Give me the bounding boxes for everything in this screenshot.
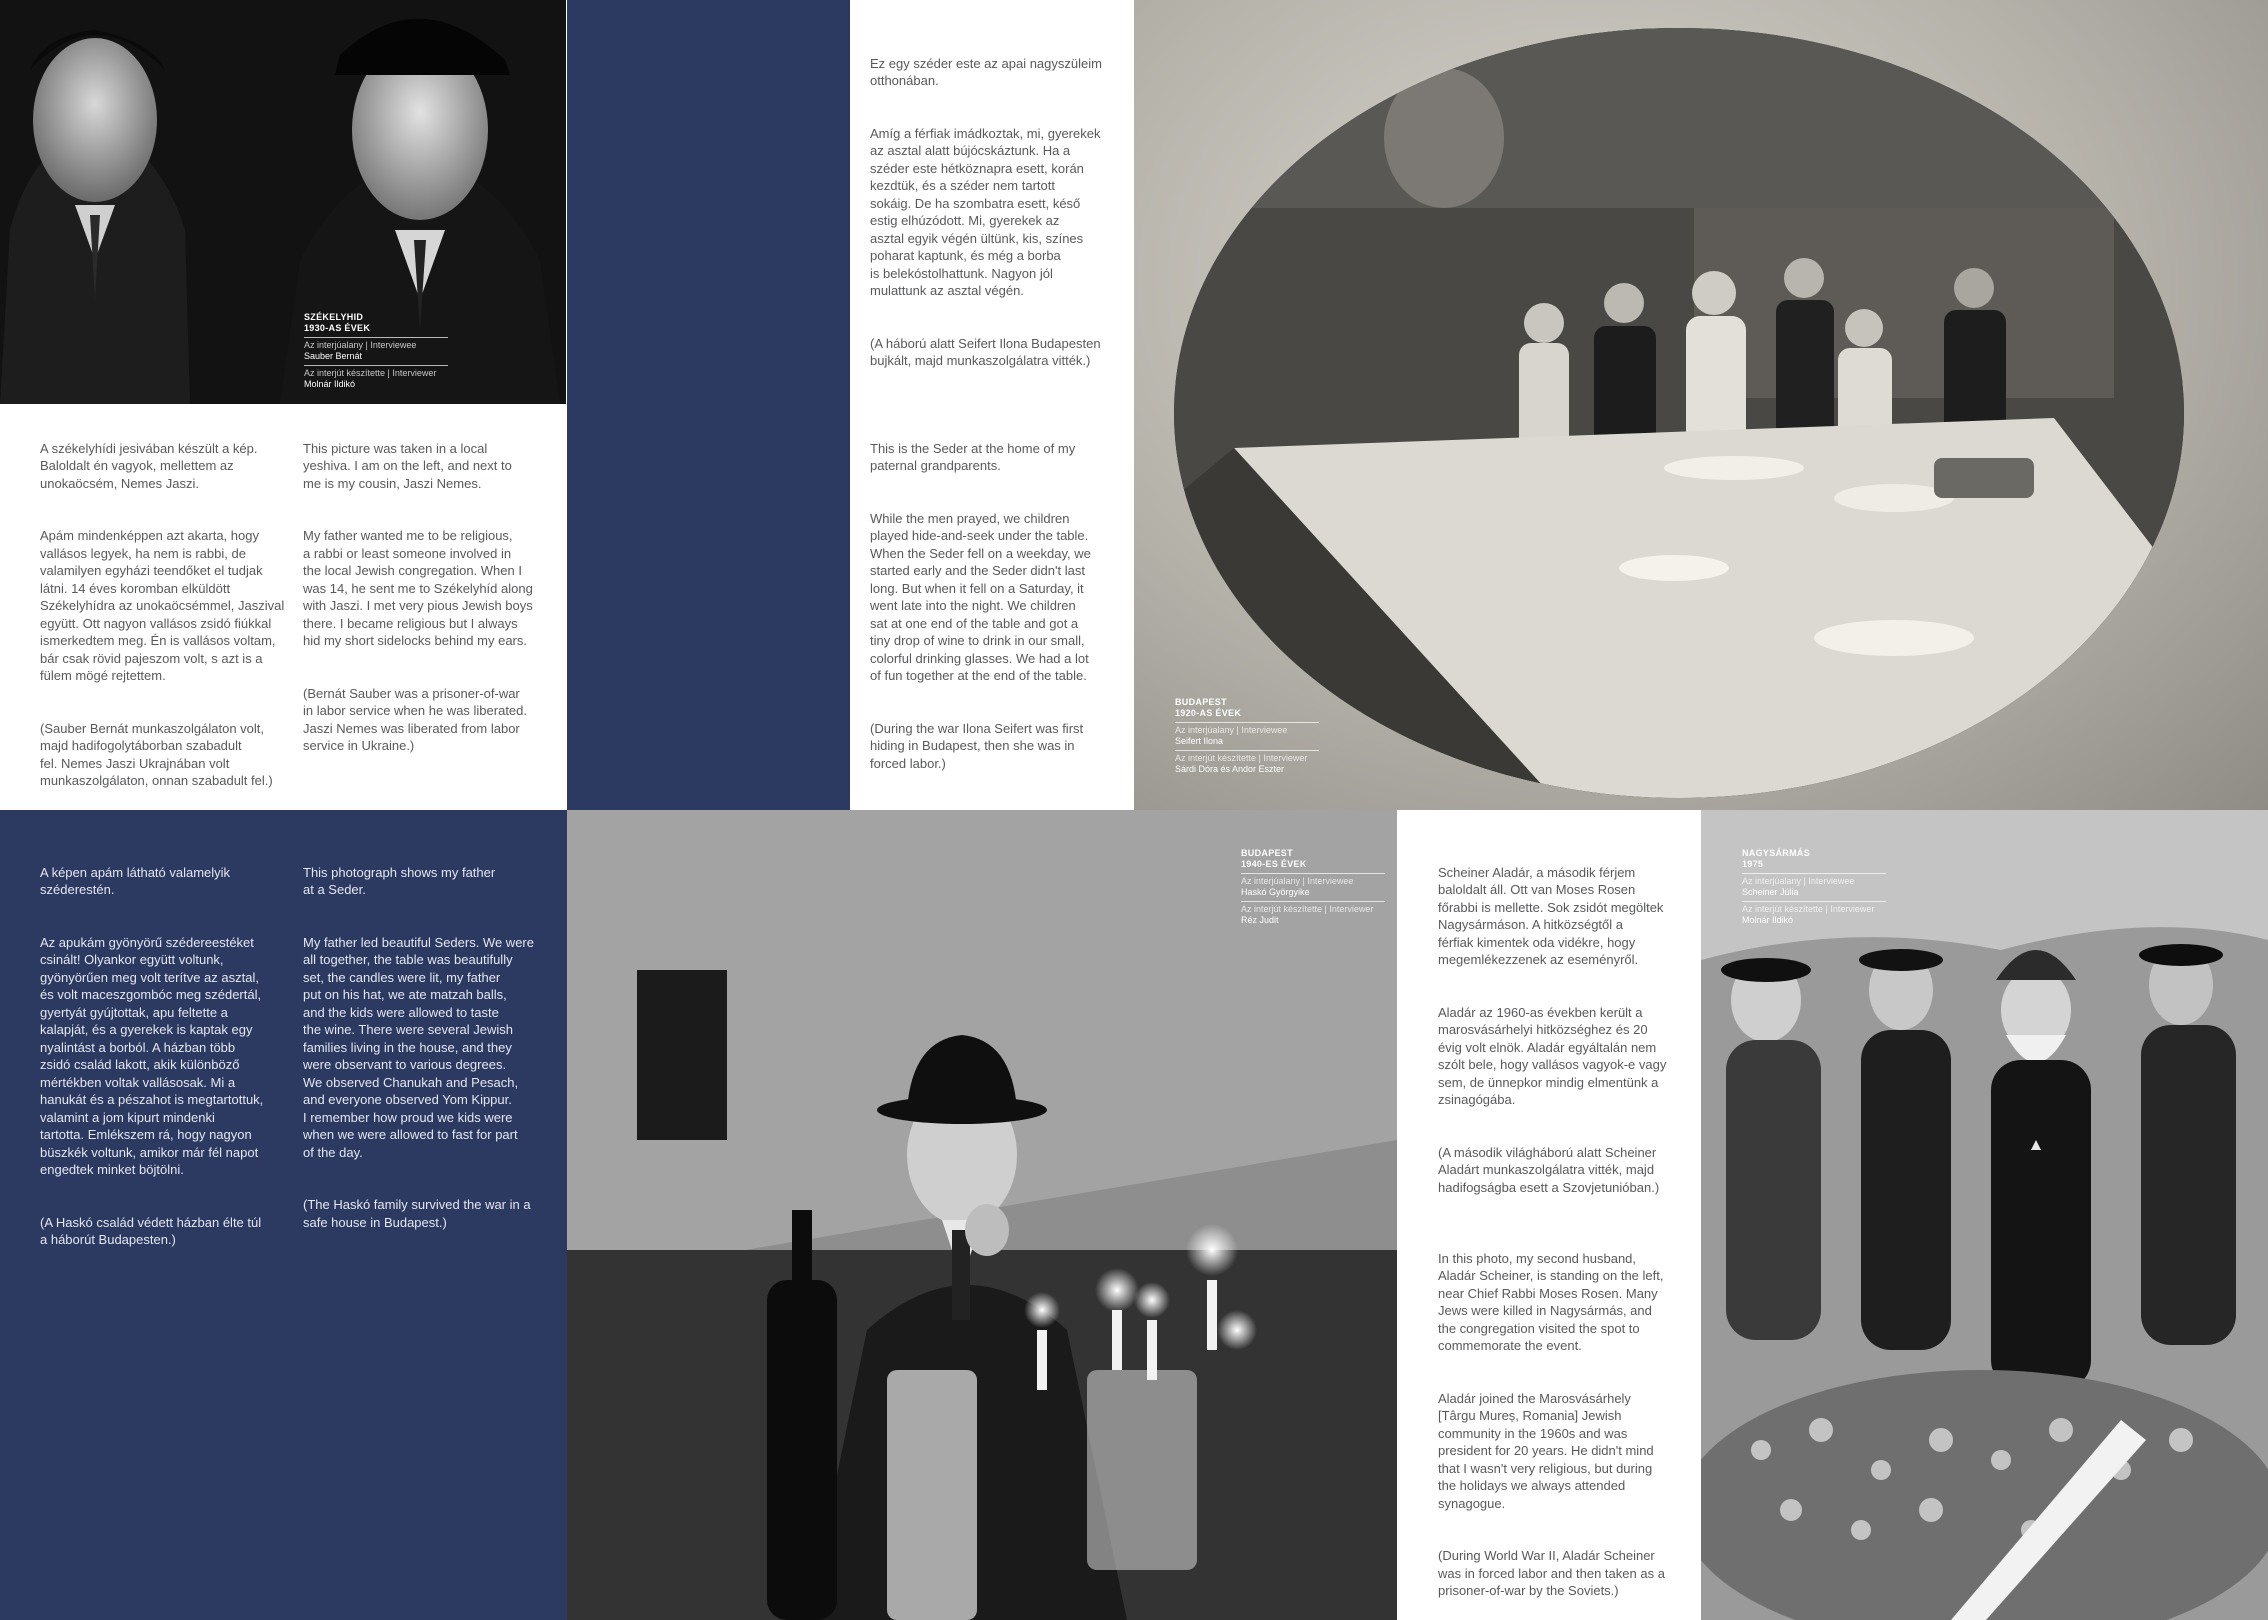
caption-period: 1975	[1742, 859, 1764, 869]
photo-budapest-1920-seder	[1134, 0, 2268, 810]
paragraph: (A Haskó család védett házban élte túl a háborút Budapesten.)	[40, 1214, 262, 1247]
caption-interviewee: Haskó Györgyike	[1241, 887, 1310, 897]
man-at-seder-illustration	[567, 810, 1397, 1620]
paragraph: A képen apám látható valamelyik széderestén.	[40, 864, 231, 897]
paragraph: A székelyhídi jesivában készült a kép. Baloldalt én vagyok, mellettem az unokaöcsém, Nemes Jaszi.	[40, 440, 258, 491]
paragraph: Ez egy széder este az apai nagyszüleim otthonában.	[870, 55, 1102, 88]
paragraph: My father wanted me to be religious, a rabbi or least someone involved in the local Jewish congregation. When I was 14, he sent me to Székelyhíd along with Jaszi. I met very pious Jewish boys there. I became religious but I always hid my short sidelocks behind my ears.	[303, 528, 533, 648]
text-panel-budapest-1940	[0, 810, 567, 1620]
caption-interviewer-role: Az interjút készítette | Interviewer	[304, 368, 437, 378]
photo-nagysarmas-memorial	[1701, 810, 2268, 1620]
paragraph: (A második világháború alatt Scheiner Aladárt munkaszolgálatra vitték, majd hadifogságba esett a Szovjetunióban.)	[1438, 1144, 1660, 1195]
caption-period: 1930-AS ÉVEK	[304, 323, 371, 333]
caption-budapest-1920	[1175, 697, 1319, 775]
caption-interviewer-role: Az interjút készítette | Interviewer	[1175, 753, 1308, 763]
caption-divider	[1241, 901, 1385, 902]
caption-interviewee-role: Az interjúalany | Interviewee	[1175, 725, 1288, 735]
text-panel-nagysarmas	[1397, 810, 1701, 1620]
paragraph: This picture was taken in a local yeshiva. I am on the left, and next to me is my cousin, Jaszi Nemes.	[303, 440, 512, 491]
text-panel-budapest-1920	[850, 0, 1134, 810]
paragraph: (Sauber Bernát munkaszolgálaton volt, majd hadifogolytáborban szabadult fel. Nemes Jaszi Ukrajnában volt munkaszolgálaton, onnan szabadult fel.)	[40, 720, 273, 788]
caption-place: SZÉKELYHID	[304, 312, 364, 322]
paragraph: Amíg a férfiak imádkoztak, mi, gyerekek az asztal alatt bújócskáztunk. Ha a széder este hétköznapra esett, korán kezdtük, és a széder nem tartott sokáig. De ha szombatra esett, késő estig elhúzódott. Mi, gyerekek az asztal egyik végén ültünk, kis, színes poharat kaptunk, és még a borba is belekóstolhattunk. Nagyon jól mulattunk az asztal végén.	[870, 125, 1101, 298]
caption-budapest-1940	[1241, 848, 1385, 926]
caption-interviewee-role: Az interjúalany | Interviewee	[304, 340, 417, 350]
caption-interviewer: Réz Judit	[1241, 915, 1279, 925]
text-en-budapest-1940	[303, 846, 553, 1266]
paragraph: While the men prayed, we children played hide-and-seek under the table. When the Seder fell on a weekday, we started early and the Seder didn't last long. But when it fell on a Saturday, it went late into the night. We children sat at one end of the table and got a tiny drop of wine to drink in our small, colorful drinking glasses. We had a lot of fun together at the end of the table.	[870, 510, 1091, 683]
text-hu-budapest-1940	[40, 846, 290, 1284]
caption-divider	[1175, 722, 1319, 723]
caption-place: NAGYSÁRMÁS	[1742, 848, 1811, 858]
text-en-budapest-1920	[870, 422, 1120, 807]
portraits-illustration	[0, 0, 566, 404]
navy-spacer-top	[567, 0, 850, 810]
paragraph: Aladár joined the Marosvásárhely [Târgu Mureș, Romania] Jewish community in the 1960s and was president for 20 years. He didn't mind that I wasn't very religious, but during the holidays we always attended synagogue.	[1438, 1390, 1654, 1511]
paragraph: This photograph shows my father at a Seder.	[303, 864, 496, 897]
caption-interviewer: Molnár Ildikó	[1742, 915, 1794, 925]
paragraph: (During World War II, Aladár Scheiner was in forced labor and then taken as a prisoner-of-war by the Soviets.)	[1438, 1548, 1665, 1598]
caption-interviewee-role: Az interjúalany | Interviewee	[1241, 876, 1354, 886]
paragraph: My father led beautiful Seders. We were all together, the table was beautifully set, the candles were lit, my father put on his hat, we ate matzah balls, and the kids were allowed to taste the wine. There were several Jewish families living in the house, and they were observant to various degrees. We observed Chanukah and Pesach, and everyone observed Yom Kippur. I remember how proud we kids were when we were allowed to fast for part of the day.	[303, 934, 534, 1160]
caption-interviewer-role: Az interjút készítette | Interviewer	[1241, 904, 1374, 914]
caption-interviewee: Sauber Bernát	[304, 351, 363, 361]
caption-interviewee: Seifert Ilona	[1175, 736, 1224, 746]
caption-divider	[1742, 873, 1886, 874]
caption-period: 1940-ES ÉVEK	[1241, 859, 1307, 869]
caption-place: BUDAPEST	[1241, 848, 1293, 858]
paragraph: In this photo, my second husband, Aladár Scheiner, is standing on the left, near Chief Rabbi Moses Rosen. Many Jews were killed in Nagysármás, and the congregation visited the spot to commemorate the event.	[1438, 1250, 1664, 1353]
caption-nagysarmas	[1742, 848, 1886, 926]
paragraph: (The Haskó family survived the war in a safe house in Budapest.)	[303, 1197, 531, 1230]
oval-frame	[1174, 28, 2184, 798]
caption-divider	[304, 365, 448, 366]
caption-interviewee-role: Az interjúalany | Interviewee	[1742, 876, 1855, 886]
seder-table-illustration	[1174, 28, 2184, 798]
paragraph: Apám mindenképpen azt akarta, hogy vallásos legyek, ha nem is rabbi, de valamilyen egyházi teendőket el tudjak látni. 14 éves koromban elküldött Székelyhídra az unokaöcsémmel, Jaszival együtt. Ott nagyon vallásos zsidó fiúkkal ismerkedtem meg. Én is vallásos voltam, bár csak rövid pajeszom volt, s azt is a fülem mögé rejtettem.	[40, 528, 285, 683]
caption-interviewer: Sárdi Dóra és Andor Eszter	[1175, 764, 1285, 774]
caption-interviewee: Scheiner Júlia	[1742, 887, 1799, 897]
caption-szekelyhid	[304, 312, 448, 390]
text-panel-szekelyhid	[0, 404, 567, 810]
photo-szekelyhid-portraits	[0, 0, 566, 404]
paragraph: Scheiner Aladár, a második férjem baloldalt áll. Ott van Moses Rosen főrabbi is mellette. Sok zsidót megöltek Nagysármáson. A hitközségtől a férfiak kimentek oda vidékre, hogy megemlékezzenek az eseményről.	[1438, 864, 1664, 967]
caption-divider	[1742, 901, 1886, 902]
caption-divider	[1241, 873, 1385, 874]
photo-budapest-1940-seder	[567, 810, 1397, 1620]
paragraph: (Bernát Sauber was a prisoner-of-war in labor service when he was liberated. Jaszi Nemes was liberated from labor service in Ukraine.)	[303, 685, 528, 753]
caption-place: BUDAPEST	[1175, 697, 1227, 707]
text-en-szekelyhid	[303, 422, 553, 790]
text-en-nagysarmas	[1438, 1232, 1688, 1620]
caption-interviewer-role: Az interjút készítette | Interviewer	[1742, 904, 1875, 914]
paragraph: This is the Seder at the home of my paternal grandparents.	[870, 440, 1076, 473]
text-hu-szekelyhid	[40, 422, 290, 810]
text-hu-budapest-1920	[870, 37, 1120, 405]
caption-period: 1920-AS ÉVEK	[1175, 708, 1242, 718]
caption-divider	[1175, 750, 1319, 751]
paragraph: Az apukám gyönyörű szédereestéket csinált! Olyankor együtt voltunk, gyönyörűen meg volt terítve az asztal, és volt maceszgombóc meg szédertál, gyertyát gyújtottak, apu feltette a kalapját, és a gyerekek is kaptak egy nyalintást a borból. A házban több zsidó család lakott, akik különböző mértékben voltak vallásosak. Mi a hanukát és a pészahot is megtartottuk, valamint a jom kipurt mindenki tartotta. Emlékszem rá, hogy nagyon büszkék voltunk, amikor már fél napot engedtek minket böjtölni.	[40, 934, 264, 1177]
paragraph: Aladár az 1960-as években került a marosvásárhelyi hitközséghez és 20 évig volt elnök. Aladár egyáltalán nem szólt bele, hogy vallásos vagyok-e vagy sem, de ünnepkor mindig elmentünk a zsinagógába.	[1438, 1004, 1667, 1107]
caption-interviewer: Molnár Ildikó	[304, 379, 356, 389]
memorial-gathering-illustration	[1701, 810, 2268, 1620]
paragraph: (During the war Ilona Seifert was first hiding in Budapest, then she was in forced labor.)	[870, 720, 1084, 771]
paragraph: (A háború alatt Seifert Ilona Budapesten bujkált, majd munkaszolgálatra vitték.)	[870, 335, 1101, 368]
caption-divider	[304, 337, 448, 338]
text-hu-nagysarmas	[1438, 846, 1688, 1231]
